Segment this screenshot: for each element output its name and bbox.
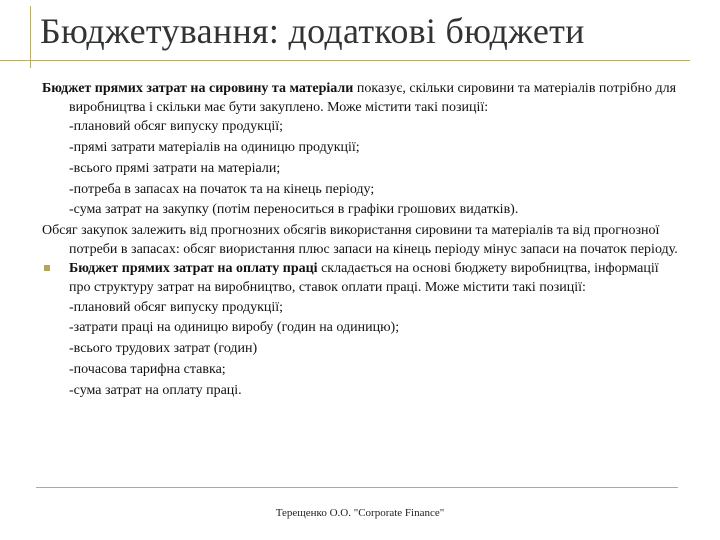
list-item: -сума затрат на закупку (потім переноситься в графіки грошових видатків). xyxy=(69,202,519,218)
list-item: -плановий обсяг випуску продукції; xyxy=(69,299,284,315)
paragraph-labor-budget xyxy=(42,259,678,297)
slide-title: Бюджетування: додаткові бюджети xyxy=(40,11,585,51)
labor-budget-term: Бюджет прямих затрат на оплату праці xyxy=(69,261,318,277)
title-underline xyxy=(0,60,690,61)
list-item: -почасова тарифна ставка; xyxy=(69,361,226,377)
list-item: -сума затрат на оплату праці. xyxy=(69,382,242,398)
list-item: -всього трудових затрат (годин) xyxy=(69,341,258,357)
list-item: -плановий обсяг випуску продукції; xyxy=(69,119,284,135)
slide-content xyxy=(42,79,678,402)
slide-footer: Терещенко О.О. "Corporate Finance" xyxy=(275,507,445,519)
materials-budget-term: Бюджет прямих затрат на сировину та матеріали xyxy=(42,81,354,96)
materials-budget-description: показує, скільки сировини та матеріалів потрібно для виробництва і скільки має бути закуплено. Може містити такі позиції: xyxy=(69,81,677,116)
list-item: -прямі затрати матеріалів на одиницю продукції; xyxy=(69,139,360,155)
paragraph-purchase-volume: Обсяг закупок залежить від прогнозних обсягів використання сировини та матеріалів та від прогнозної потреби в запасах: обсяг виористання плюс запаси на кінець періоду мінус запаси на початок періоду. xyxy=(42,223,678,258)
labor-budget-description: складається на основі бюджету виробництва, інформації про структуру затрат на виробництво, ставок оплати праці. Може містити такі позиції: xyxy=(69,261,659,296)
decorative-vertical-line xyxy=(30,6,31,68)
list-item: -затрати праці на одиницю виробу (годин на одиницю); xyxy=(69,320,400,336)
list-item: -потреба в запасах на початок та на кінець періоду; xyxy=(69,181,375,197)
paragraph-materials-budget xyxy=(42,79,678,117)
footer-divider xyxy=(36,487,678,488)
bullet-square-icon xyxy=(44,265,50,271)
list-item: -всього прямі затрати на матеріали; xyxy=(69,160,281,176)
